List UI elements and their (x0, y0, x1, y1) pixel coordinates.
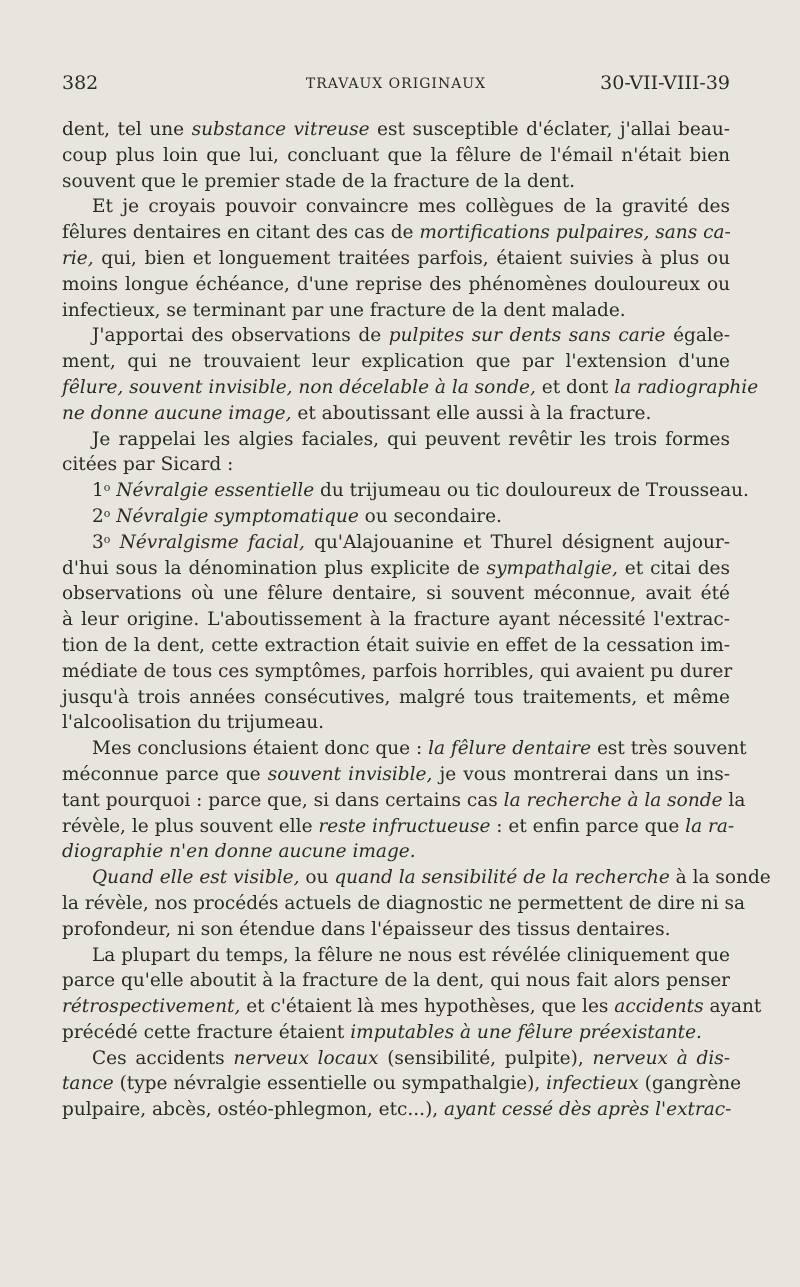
text-span: fêlures dentaires en citant des cas de (62, 222, 420, 244)
text-line (62, 246, 730, 272)
italic-text: accidents (614, 996, 704, 1018)
text-span: observations où une fêlure dentaire, si souvent méconnue, avait été (62, 583, 730, 605)
text-line (62, 272, 730, 298)
text-span: citées par Sicard : (62, 454, 234, 476)
italic-text: la recherche à la sonde (503, 789, 723, 811)
text-line (62, 556, 730, 582)
text-span: (gangrène (638, 1073, 742, 1095)
italic-text: la radiographie (614, 376, 759, 398)
text-line (62, 994, 762, 1020)
italic-text: diographie n'en donne aucune image. (62, 841, 416, 863)
text-line (62, 504, 730, 530)
page-number: 382 (62, 72, 99, 94)
text-line (62, 323, 730, 349)
italic-text: infectieux (546, 1073, 639, 1095)
text-span: médiate de tous ces symptômes, parfois horribles, qui avaient pu durer (62, 660, 733, 682)
text-span: qu'Alajouanine et Thurel désignent aujour- (304, 531, 730, 553)
text-line (62, 194, 730, 220)
text-line (62, 762, 730, 788)
italic-text: la fêlure dentaire (428, 738, 592, 760)
italic-text: sympathalgie, (486, 557, 618, 579)
text-span: tant pourquoi : parce que, si dans certains cas (62, 789, 504, 811)
italic-text: imputables à une fêlure préexistante. (350, 1021, 702, 1043)
text-span: ou (299, 867, 335, 889)
text-span: qui, bien et longuement traitées parfois, étaient suivies à plus ou (93, 247, 730, 269)
text-span: égale- (665, 325, 731, 347)
italic-text: Névralgisme facial, (119, 531, 305, 553)
text-line (62, 1071, 742, 1097)
italic-text: rétrospectivement, (62, 996, 241, 1018)
text-span: ou secondaire. (358, 505, 502, 527)
text-span: pulpaire, abcès, ostéo-phlegmon, etc...), (62, 1099, 445, 1121)
text-span: l'alcoolisation du trijumeau. (62, 712, 325, 734)
text-span: 1 (92, 480, 104, 502)
text-span: la révèle, nos procédés actuels de diagnostic ne permettent de dire ni sa (62, 892, 746, 914)
text-span: est susceptible d'éclater, j'allai beau- (369, 119, 730, 140)
italic-text: nerveux locaux (233, 1047, 379, 1069)
text-line (62, 143, 730, 169)
text-line (62, 659, 733, 685)
text-span: tion de la dent, cette extraction était suivie en effet de la cessation im- (62, 634, 730, 656)
italic-text: rie, (62, 247, 94, 269)
italic-text: ayant cessé dès après l'extrac- (444, 1099, 732, 1121)
text-span: révèle, le plus souvent elle (62, 815, 319, 837)
ordinal-superscript: o (103, 532, 111, 546)
text-span: et c'étaient là mes hypothèses, que les (240, 996, 615, 1018)
text-line (62, 633, 730, 659)
text-span: la (722, 789, 746, 811)
text-span: Je rappelai les algies faciales, qui peuvent revêtir les trois formes (92, 428, 730, 450)
text-line (62, 581, 730, 607)
text-line (62, 865, 771, 891)
italic-text: substance vitreuse (191, 119, 370, 140)
text-span: J'apportai des observations de (92, 325, 389, 347)
italic-text: mortifications pulpaires, sans ca- (419, 222, 731, 244)
text-line (62, 117, 730, 143)
italic-text: Névralgie essentielle (116, 480, 315, 502)
text-span: 3 (92, 531, 104, 553)
text-span: ment, qui ne trouvaient leur explication que par l'extension d'une (62, 351, 730, 373)
ordinal-superscript: o (103, 481, 111, 495)
text-line (62, 788, 746, 814)
text-line (62, 710, 730, 736)
text-span: et aboutissant elle aussi à la fracture. (291, 402, 652, 424)
running-title: TRAVAUX ORIGINAUX (305, 76, 487, 92)
italic-text: quand la sensibilité de la recherche (334, 867, 670, 889)
text-span: je vous montrerai dans un ins- (432, 763, 731, 785)
text-line (62, 1020, 730, 1046)
text-span: Et je croyais pouvoir convaincre mes collègues de la gravité des (92, 196, 730, 218)
italic-text: reste infructueuse (318, 815, 491, 837)
text-line (62, 607, 730, 633)
text-line (62, 685, 730, 711)
text-line (62, 891, 746, 917)
text-line (62, 452, 730, 478)
italic-text: pulpites sur dents sans carie (388, 325, 666, 347)
text-span: souvent que le premier stade de la fracture de la dent. (62, 170, 576, 192)
text-line (62, 943, 730, 969)
text-span: parce qu'elle aboutit à la fracture de la dent, qui nous fait alors penser (62, 970, 730, 992)
italic-text: la ra- (685, 815, 735, 837)
text-span: méconnue parce que (62, 763, 268, 785)
text-span: du trijumeau ou tic douloureux de Trousseau. (314, 480, 749, 502)
text-line (62, 427, 730, 453)
text-line (62, 169, 730, 195)
text-span: (type névralgie essentielle ou sympathalgie), (113, 1073, 547, 1095)
ordinal-superscript: o (103, 506, 111, 520)
italic-text: nerveux à dis- (592, 1047, 730, 1069)
text-line (62, 814, 735, 840)
text-line (62, 1046, 730, 1072)
text-span: dent, tel une (62, 119, 192, 140)
text-line (62, 736, 747, 762)
text-span (110, 532, 119, 553)
text-span: et dont (535, 376, 615, 398)
italic-text: Quand elle est visible, (92, 867, 300, 889)
text-span: (sensibilité, pulpite), (378, 1047, 593, 1069)
text-span: d'hui sous la dénomination plus explicite de (62, 557, 487, 579)
issue-date: 30-VII-VIII-39 (600, 72, 730, 94)
text-line (62, 1097, 730, 1123)
text-span: moins longue échéance, d'une reprise des phénomènes douloureux ou (62, 273, 730, 295)
text-line (62, 375, 759, 401)
page-header (62, 70, 730, 102)
text-span: précédé cette fracture étaient (62, 1021, 351, 1043)
italic-text: Névralgie symptomatique (116, 505, 359, 527)
italic-text: ne donne aucune image, (62, 402, 292, 424)
article-body (62, 117, 771, 1123)
text-span: infectieux, se terminant par une fracture de la dent malade. (62, 299, 626, 321)
text-line (62, 968, 730, 994)
text-line (62, 298, 730, 324)
text-span: ayant (703, 996, 762, 1018)
text-span: jusqu'à trois années consécutives, malgré tous traitements, et même (62, 686, 730, 708)
text-line (62, 401, 730, 427)
text-span: est très souvent (591, 738, 747, 760)
text-span: Ces accidents (92, 1047, 234, 1069)
text-line (62, 839, 730, 865)
text-line (62, 478, 749, 504)
text-span: profondeur, ni son étendue dans l'épaisseur des tissus dentaires. (62, 918, 671, 940)
text-line (62, 917, 730, 943)
text-span: coup plus loin que lui, concluant que la fêlure de l'émail n'était bien (62, 144, 730, 166)
text-span: et citai des (617, 557, 730, 579)
text-line (62, 349, 730, 375)
italic-text: fêlure, souvent invisible, non décelable à la sonde, (62, 376, 536, 398)
text-span: La plupart du temps, la fêlure ne nous est révélée cliniquement que (92, 944, 730, 966)
italic-text: tance (62, 1073, 114, 1095)
text-span: à leur origine. L'aboutissement à la fracture ayant nécessité l'extrac- (62, 609, 730, 631)
text-span: à la sonde (669, 867, 771, 889)
text-span: : et enfin parce que (490, 815, 686, 837)
text-span: 2 (92, 505, 104, 527)
text-span: Mes conclusions étaient donc que : (92, 738, 429, 760)
text-line (62, 530, 730, 556)
text-line (62, 220, 730, 246)
italic-text: souvent invisible, (267, 763, 433, 785)
